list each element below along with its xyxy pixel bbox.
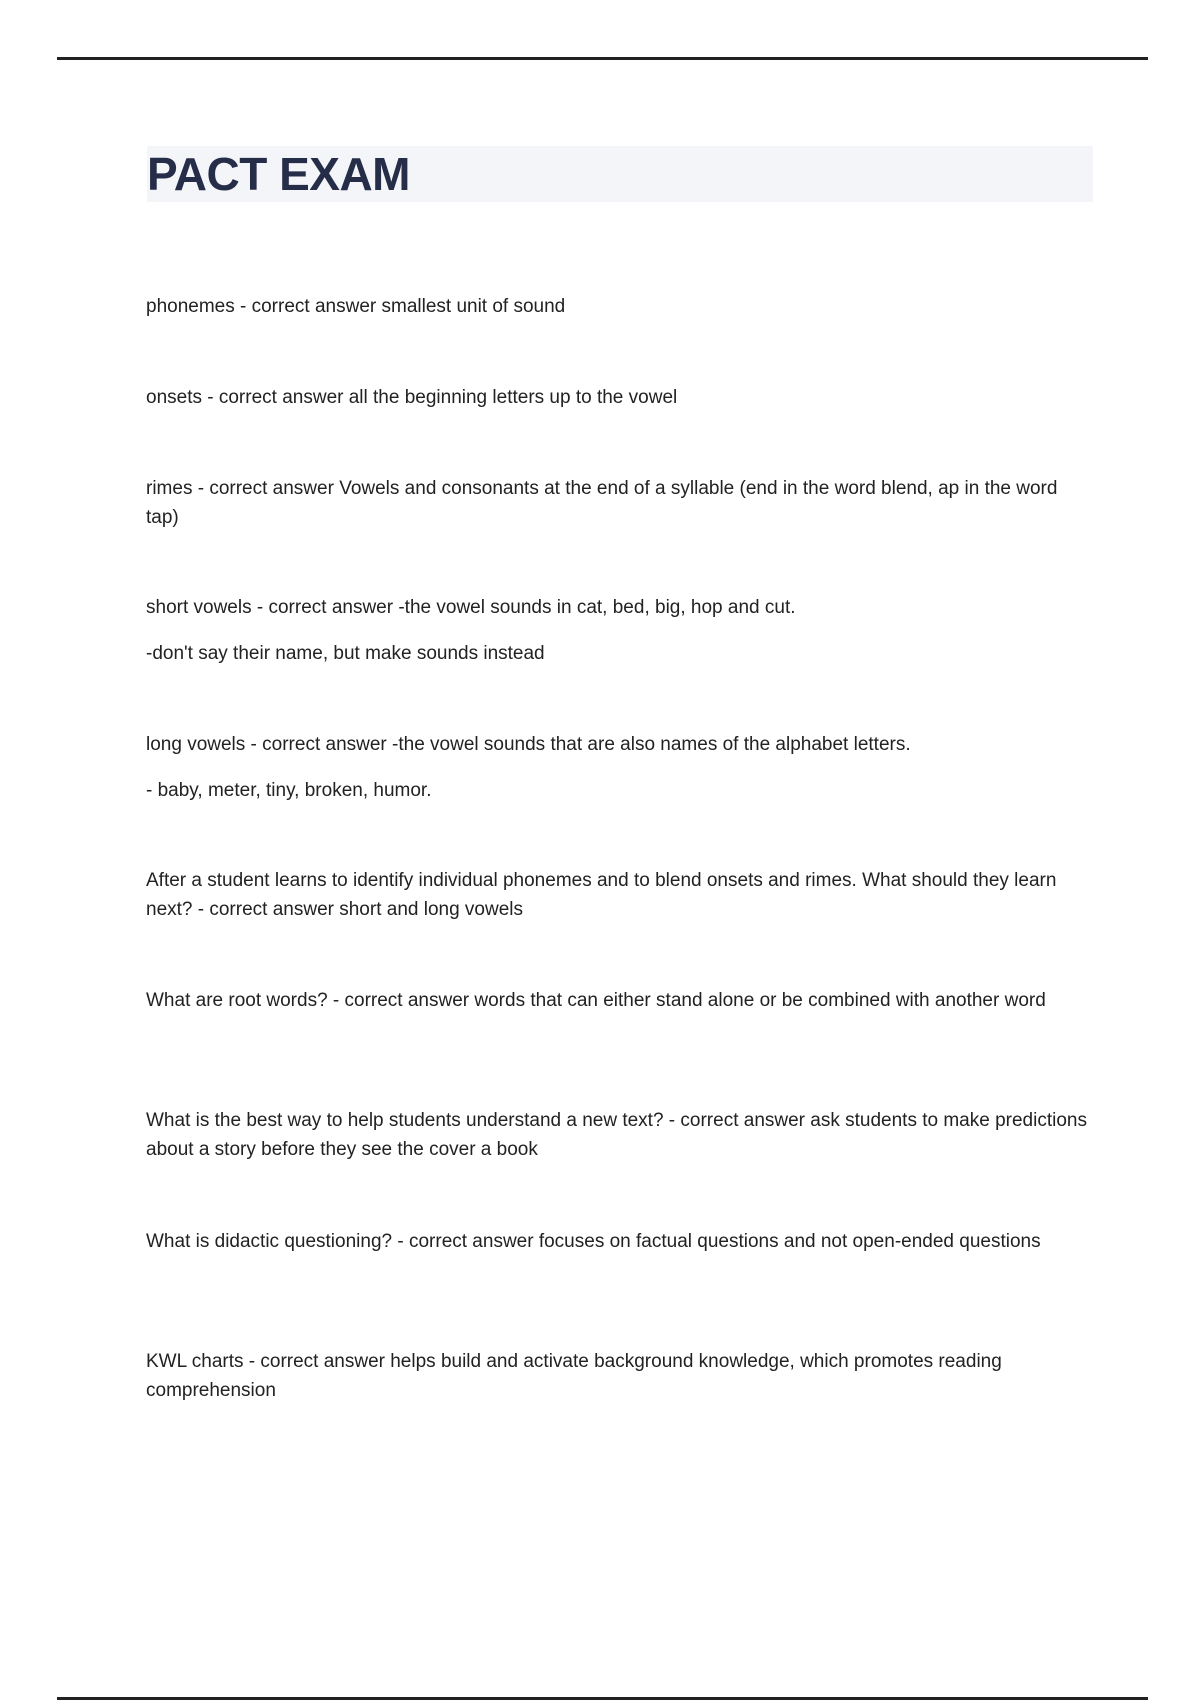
qa-text: - baby, meter, tiny, broken, humor. bbox=[146, 780, 432, 801]
qa-entry bbox=[146, 1227, 1091, 1256]
qa-entry bbox=[146, 866, 1091, 924]
qa-text: KWL charts - correct answer helps build and activate background knowledge, which promotes reading comprehension bbox=[146, 1351, 1002, 1401]
qa-entry bbox=[146, 593, 1091, 668]
qa-entry bbox=[146, 730, 1091, 805]
qa-entry bbox=[146, 292, 1091, 321]
qa-text: short vowels - correct answer -the vowel sounds in cat, bed, big, hop and cut. bbox=[146, 597, 796, 618]
qa-text: What are root words? - correct answer words that can either stand alone or be combined with another word bbox=[146, 990, 1046, 1011]
qa-text: long vowels - correct answer -the vowel sounds that are also names of the alphabet letters. bbox=[146, 734, 911, 755]
qa-entry bbox=[146, 474, 1091, 532]
qa-text: rimes - correct answer Vowels and consonants at the end of a syllable (end in the word blend, ap in the word tap) bbox=[146, 478, 1058, 528]
qa-text: What is the best way to help students understand a new text? - correct answer ask students to make predictions about a story before they see the cover a book bbox=[146, 1110, 1087, 1160]
qa-entry bbox=[146, 1347, 1091, 1405]
qa-text: After a student learns to identify individual phonemes and to blend onsets and rimes. What should they learn next? - correct answer short and long vowels bbox=[146, 870, 1057, 920]
qa-text: onsets - correct answer all the beginning letters up to the vowel bbox=[146, 387, 678, 408]
qa-entry bbox=[146, 1106, 1091, 1164]
qa-entry bbox=[146, 383, 1091, 412]
qa-text: -don't say their name, but make sounds instead bbox=[146, 643, 545, 664]
qa-text: What is didactic questioning? - correct answer focuses on factual questions and not open-ended questions bbox=[146, 1231, 1041, 1252]
qa-entry bbox=[146, 986, 1091, 1015]
top-rule bbox=[57, 57, 1148, 60]
page-title: PACT EXAM bbox=[147, 148, 410, 200]
qa-text: phonemes - correct answer smallest unit of sound bbox=[146, 296, 566, 317]
